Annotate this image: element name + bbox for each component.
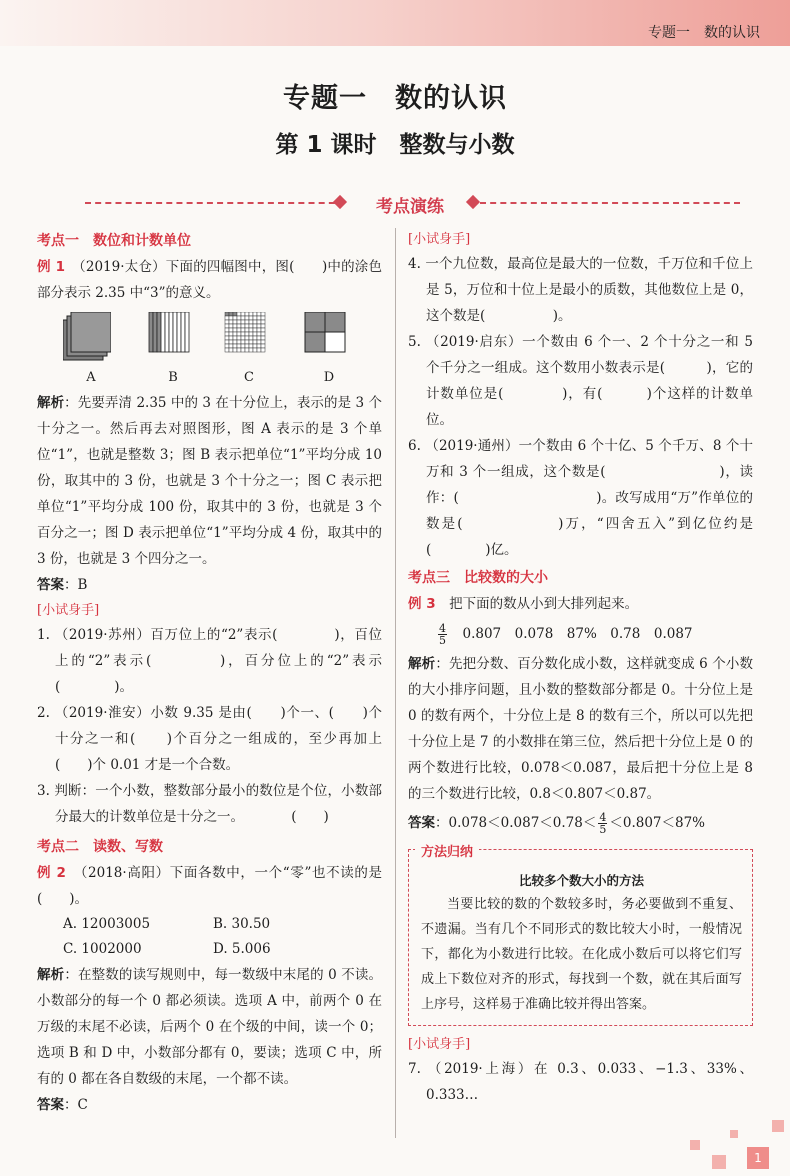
analysis-label: 解析: [408, 656, 436, 672]
decor-square: [772, 1120, 784, 1132]
question-5: 5. （2019·启东）一个数由 6 个一、2 个十分之一和 5 个千分之一组成。这个数用小数表示是( )，它的计数单位是( )，有( )个这样的计数单位。: [408, 334, 753, 428]
answer-1: [37, 572, 382, 598]
banner-rule-right: [480, 202, 740, 204]
decor-square: [690, 1140, 700, 1150]
method-box: [408, 845, 753, 1026]
analysis-3: [408, 651, 753, 807]
analysis-1: [37, 390, 382, 572]
page-number: 1: [747, 1147, 769, 1169]
question-4: 4. 一个九位数，最高位是最大的一位数，千万位和千位上是 5，万位和十位上是最小的质数，其他数位上是 0，这个数是( )。: [408, 256, 753, 324]
example-1: [37, 254, 382, 306]
number-list: [408, 617, 753, 651]
question-3: 3. 判断：一个小数，整数部分最小的数位是个位，小数部分最大的计数单位是十分之一。 ( ): [37, 783, 382, 825]
answer-3: [408, 807, 753, 839]
kd3-heading: 考点三 比较数的大小: [408, 570, 548, 586]
example-label: 例 1: [37, 259, 65, 275]
fraction: [598, 812, 607, 835]
kd1-heading: 考点一 数位和计数单位: [37, 233, 191, 249]
decor-square: [712, 1155, 726, 1169]
example-3: [408, 591, 753, 617]
figure-b: [145, 312, 205, 388]
fraction: [438, 623, 447, 646]
figure-label: A: [86, 370, 96, 385]
answer-label: 答案: [408, 815, 435, 831]
kd2-heading: 考点二 读数、写数: [37, 839, 163, 855]
analysis-text: ：先要弄清 2.35 中的 3 在十分位上，表示的是 3 个十分之一。然后再去对照图形，图 A 表示的是 3 个单位“1”，也就是整数 3；图 B 表示把单位“1”平均分成 10 份，取其中的 3 份，也就是 3 个十分之一；图 C 表示把单位“1”平均分成 100 份，取其中的 3 份，也就是 3 个百分之一；图 D 表示把单位“1”平均分成 4 份，取其中的 3 份，也就是 3 个四分之一。: [37, 395, 383, 567]
fraction-numerator: 4: [439, 622, 446, 635]
analysis-label: 解析: [37, 395, 65, 411]
decor-square: [730, 1130, 738, 1138]
analysis-2: [37, 962, 382, 1092]
analysis-text: ：在整数的读写规则中，每一数级中末尾的 0 不读。小数部分的每一个 0 都必须读。选项 A 中，前两个 0 在万级的末尾不必读，后两个 0 在个级的中间，读一个 0；选项 B 和 D 中，小数部分都有 0，要读；选项 C 中，所有的 0 都在各自数级的末尾，一个都不读。: [37, 967, 383, 1087]
figure-label: D: [323, 370, 335, 385]
fraction-denominator: 5: [439, 634, 446, 647]
figure-label: B: [168, 370, 178, 385]
right-column: [408, 228, 753, 1108]
figure-row: [37, 312, 382, 388]
answer-2: [37, 1092, 382, 1118]
section-banner: [30, 192, 760, 217]
method-text: 当要比较的数的个数较多时，务必要做到不重复、不遗漏。当有几个不同形式的数比较大小时，一般情况下，都化为小数进行比较。在化成小数后可以将它们写成上下数位对齐的形式，每找到一个数，就在其后面写上序号，这样易于准确比较并得出答案。: [421, 897, 742, 1012]
question-2: 2. （2019·淮安）小数 9.35 是由( )个一、( )个十分之一和( )个百分之一组成的，至少再加上( )个 0.01 才是一个合数。: [37, 705, 382, 773]
answer-label: 答案: [37, 1097, 64, 1113]
fraction-denominator: 5: [599, 823, 607, 836]
fraction-numerator: 4: [599, 811, 607, 824]
answer-text: ：0.078＜0.087＜0.78＜: [435, 815, 597, 831]
choice-option: A. 12003005: [63, 916, 151, 932]
lesson-title: 第 1 课时 整数与小数: [275, 132, 515, 158]
practice-tag: [小试身手]: [37, 603, 100, 618]
banner-rule-left: [85, 202, 345, 204]
banner-label: 考点演练: [376, 197, 444, 217]
example-label: 例 2: [37, 865, 66, 881]
example-text: 把下面的数从小到大排列起来。: [449, 596, 639, 612]
page-title: 专题一 数的认识: [283, 83, 507, 114]
figure-label: C: [244, 370, 254, 385]
diamond-icon: [333, 195, 347, 209]
example-label: 例 3: [408, 596, 436, 612]
column-divider: [395, 228, 396, 1138]
question-1: 1. （2019·苏州）百万位上的“2”表示( )，百位上的“2”表示( )，百分位上的“2”表示( )。: [37, 627, 382, 695]
choice-option: D. 5.006: [213, 941, 271, 957]
answer-label: 答案: [37, 577, 64, 593]
analysis-text: ：先把分数、百分数化成小数，这样就变成 6 个小数的大小排序问题，且小数的整数部分都是 0。十分位上是 0 的数有两个，十分位上是 8 的数有三个，所以可以先把十分位上是 7 的小数排在第三位，然后把十分位上是 0 的两个数进行比较，0.078＜0.087，最后把十分位上是 8 的三个数进行比较，0.8＜0.807＜0.87。: [408, 656, 754, 802]
choice-option: C. 1002000: [63, 941, 142, 957]
choice-option: B. 30.50: [213, 916, 271, 932]
method-subtitle: 比较多个数大小的方法: [518, 873, 644, 888]
figure-d: [301, 312, 361, 388]
answer-text: ：C: [64, 1097, 88, 1113]
running-head: 专题一 数的认识: [648, 25, 760, 41]
practice-tag: [小试身手]: [408, 1037, 471, 1052]
choice-options: [37, 912, 382, 962]
question-7: 7. （2019·上海）在 0.3、0.033、−1.3、33%、0.333…: [408, 1061, 753, 1103]
left-column: [37, 228, 382, 1118]
example-2: [37, 860, 382, 912]
example-text: （2018·高阳）下面各数中，一个“零”也不读的是( )。: [37, 865, 383, 907]
numbers: 0.807 0.078 87% 0.78 0.087: [462, 626, 693, 642]
figure-a: [63, 312, 123, 388]
method-title: 方法归纳: [415, 841, 479, 860]
figure-c: [221, 312, 281, 388]
example-text: （2019·太仓）下面的四幅图中，图( )中的涂色部分表示 2.35 中“3”的意义。: [37, 259, 383, 301]
analysis-label: 解析: [37, 967, 65, 983]
answer-text: ＜0.807＜87%: [609, 815, 706, 831]
practice-tag: [小试身手]: [408, 232, 471, 247]
question-6: 6. （2019·通州）一个数由 6 个十亿、5 个千万、8 个十万和 3 个一组成，这个数是( )，读作：( )。改写成用“万”作单位的数是( )万，“四舍五入”到亿位约是( )亿。: [408, 438, 753, 558]
answer-text: ：B: [64, 577, 88, 593]
